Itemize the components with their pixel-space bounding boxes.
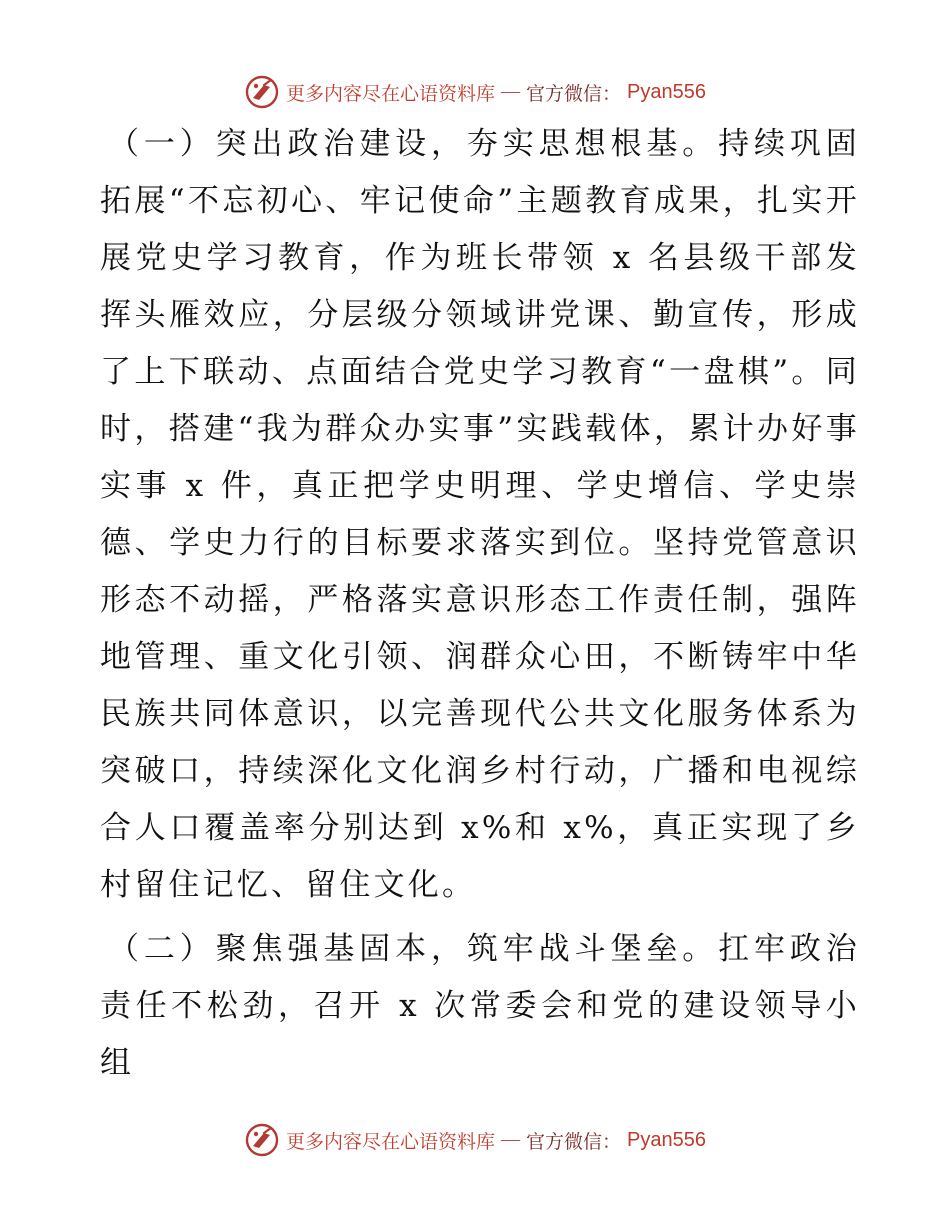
watermark-wechat-label: 官方微信： [526, 82, 622, 105]
red-seal-logo-icon [244, 1122, 280, 1158]
watermark-dash: — [501, 81, 521, 102]
red-seal-logo-icon [244, 74, 280, 110]
footer-watermark [0, 1118, 950, 1162]
watermark-dash: — [501, 1129, 521, 1150]
header-watermark [0, 70, 950, 114]
watermark-wechat-id: Pyan556 [627, 80, 706, 103]
paragraph-strengthen-foundation: （二）聚焦强基固本，筑牢战斗堡垒。扛牢政治责任不松劲，召开 x 次常委会和党的建设领导小组 [100, 931, 860, 1081]
watermark-wechat-label: 官方微信： [526, 1130, 622, 1153]
document-body [100, 116, 860, 1092]
watermark-site-text: 更多内容尽在心语资料库 [286, 82, 496, 105]
watermark-wechat-id: Pyan556 [627, 1128, 706, 1151]
paragraph-political-building: （一）突出政治建设，夯实思想根基。持续巩固拓展“不忘初心、牢记使命”主题教育成果，扎实开展党史学习教育，作为班长带领 x 名县级干部发挥头雁效应，分层级分领域讲党课、勤宣传，形成了上下联动、点面结合党史学习教育“一盘棋”。同时，搭建“我为群众办实事”实践载体，累计办好事实事 x 件，真正把学史明理、学史增信、学史崇德、学史力行的目标要求落实到位。坚持党管意识形态不动摇，严格落实意识形态工作责任制，强阵地管理、重文化引领、润群众心田，不断铸牢中华民族共同体意识，以完善现代公共文化服务体系为突破口，持续深化文化润乡村行动，广播和电视综合人口覆盖率分别达到 x%和 x%，真正实现了乡村留住记忆、留住文化。 [100, 126, 860, 903]
watermark-site-text: 更多内容尽在心语资料库 [286, 1130, 496, 1153]
